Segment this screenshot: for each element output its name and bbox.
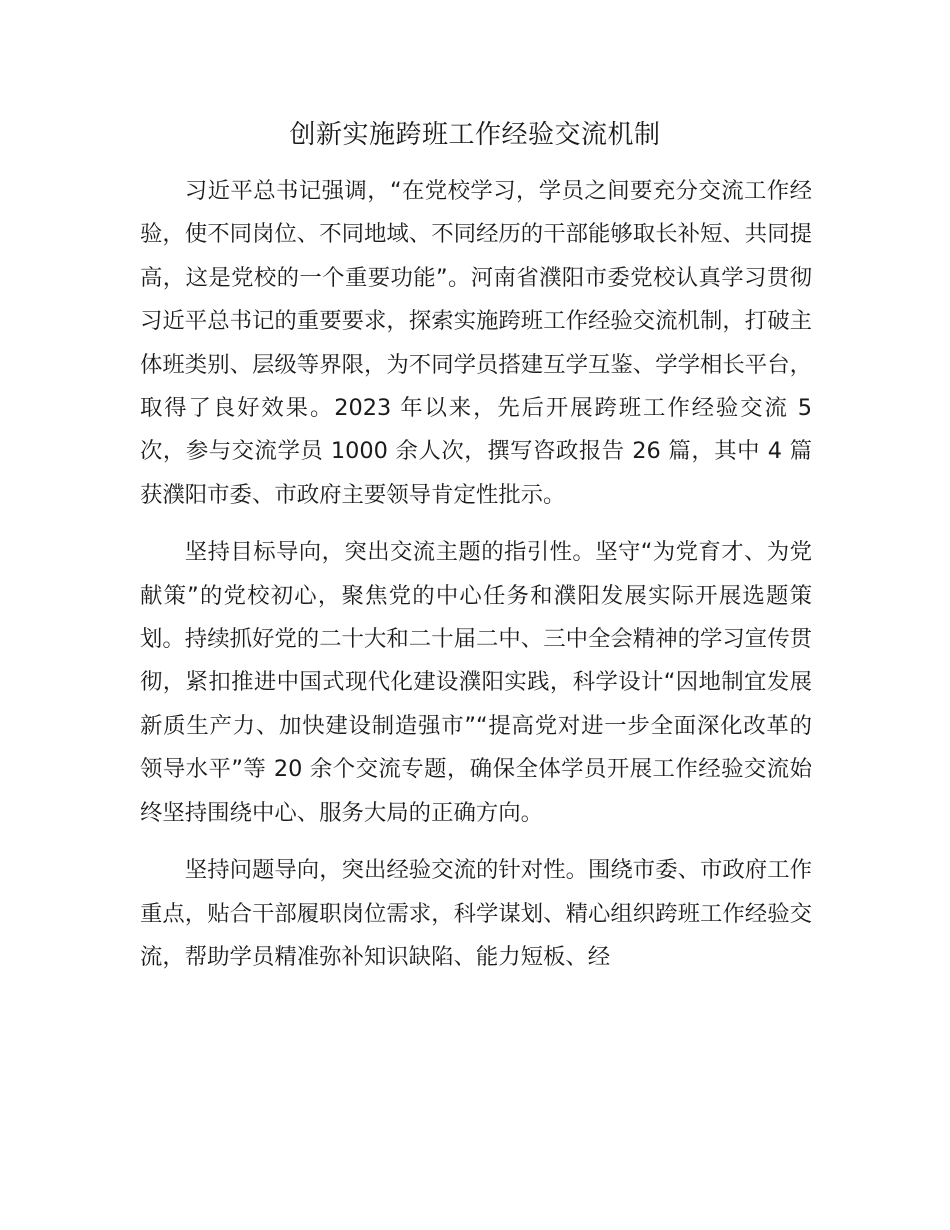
paragraph-goal-orientation: 坚持目标导向，突出交流主题的指引性。坚守“为党育才、为党献策”的党校初心，聚焦党的中心任务和濮阳发展实际开展选题策划。持续抓好党的二十大和二十届二中、三中全会精神的学习宣传贯彻，紧扣推进中国式现代化建设濮阳实践，科学设计“因地制宜发展新质生产力、加快建设制造强市”“提高党对进一步全面深化改革的领导水平”等 20 余个交流专题，确保全体学员开展工作经验交流始终坚持围绕中心、服务大局的正确方向。 [140, 539, 812, 826]
paragraph-problem-orientation: 坚持问题导向，突出经验交流的针对性。围绕市委、市政府工作重点，贴合干部履职岗位需求，科学谋划、精心组织跨班工作经验交流，帮助学员精准弥补知识缺陷、能力短板、经 [140, 857, 812, 970]
document-title: 创新实施跨班工作经验交流机制 [289, 120, 661, 150]
document-body [140, 170, 812, 993]
paragraph-intro: 习近平总书记强调，“在党校学习，学员之间要充分交流工作经验，使不同岗位、不同地域、不同经历的干部能够取长补短、共同提高，这是党校的一个重要功能”。河南省濮阳市委党校认真学习贯彻习近平总书记的重要要求，探索实施跨班工作经验交流机制，打破主体班类别、层级等界限，为不同学员搭建互学互鉴、学学相长平台，取得了良好效果。2023 年以来，先后开展跨班工作经验交流 5 次，参与交流学员 1000 余人次，撰写咨政报告 26 篇，其中 4 篇获濮阳市委、市政府主要领导肯定性批示。 [140, 178, 812, 508]
